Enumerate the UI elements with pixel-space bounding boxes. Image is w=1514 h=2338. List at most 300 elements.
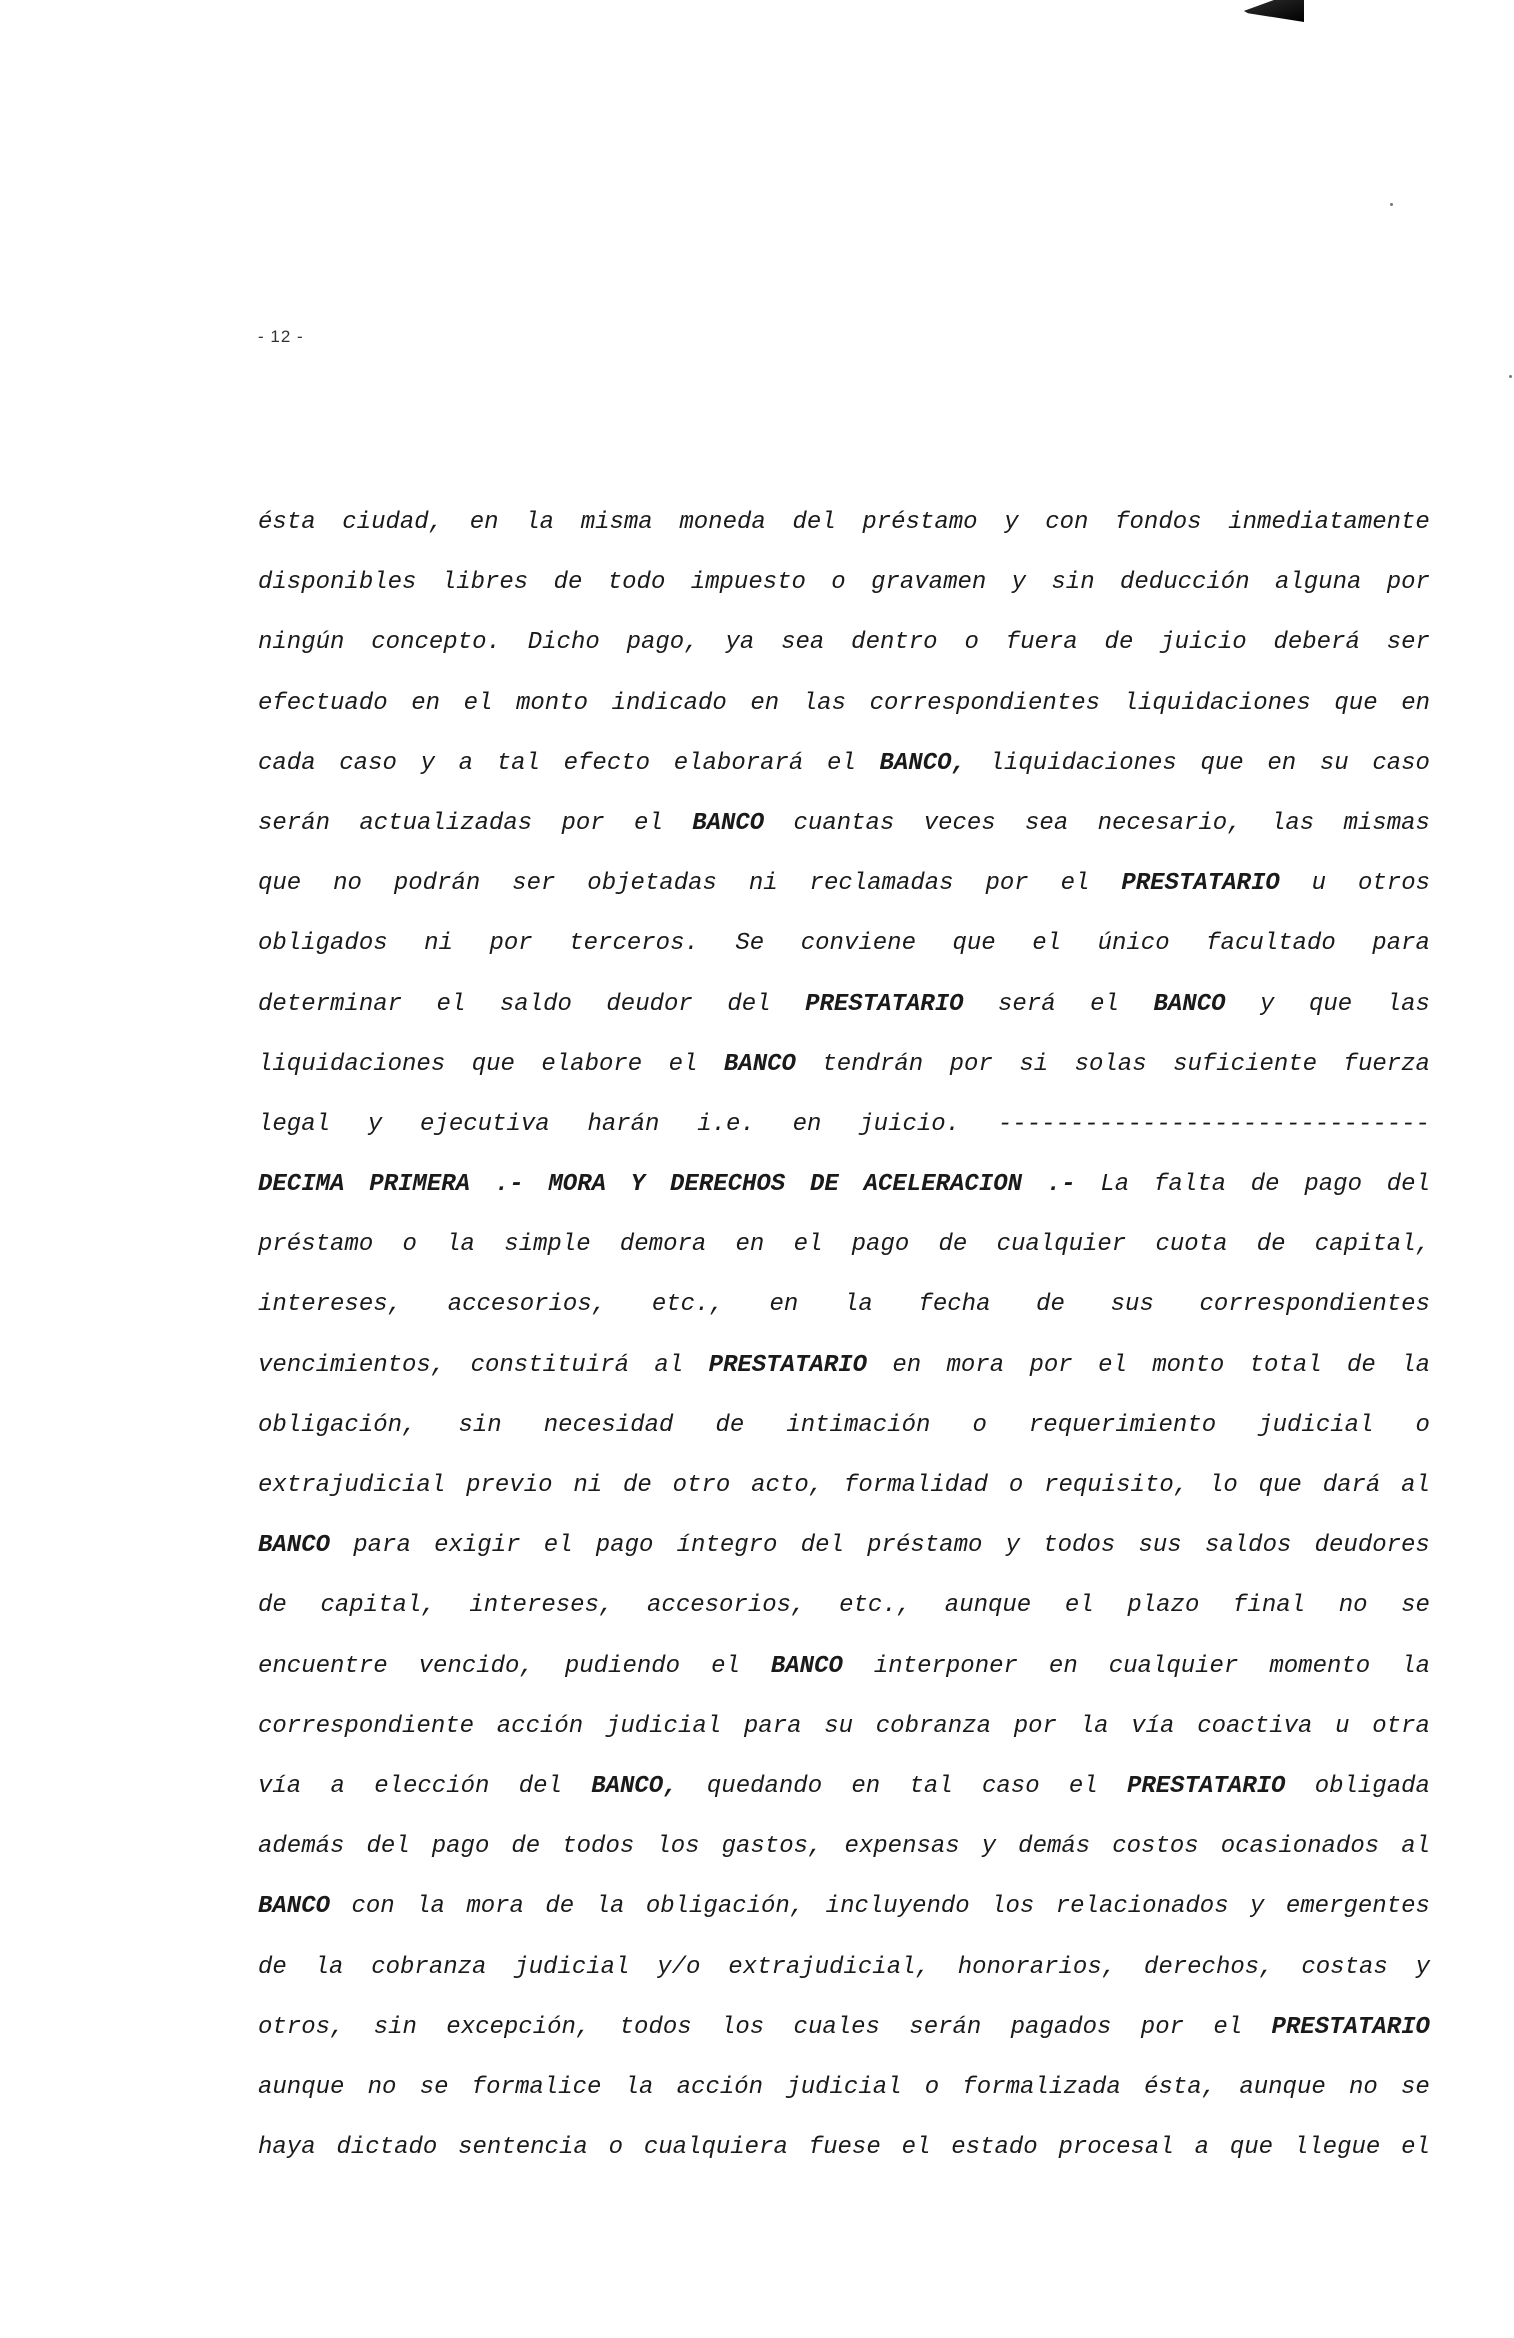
word: en bbox=[750, 689, 780, 717]
word: ni bbox=[573, 1472, 603, 1499]
word: liquidaciones bbox=[989, 749, 1177, 777]
word: el bbox=[1032, 930, 1062, 958]
word: falta bbox=[1153, 1171, 1226, 1199]
word: único bbox=[1097, 930, 1170, 958]
word: tendrán bbox=[822, 1050, 924, 1078]
word: legal bbox=[258, 1110, 331, 1138]
word: pago, bbox=[626, 629, 699, 657]
scan-corner-artifact bbox=[1224, 0, 1304, 22]
word: ni bbox=[424, 930, 453, 958]
word: deudores bbox=[1314, 1532, 1430, 1560]
word: obligados bbox=[258, 930, 388, 958]
word: correspondiente bbox=[258, 1712, 475, 1740]
word: la bbox=[416, 1893, 445, 1921]
word: cualquiera bbox=[643, 2134, 788, 2162]
word: estado bbox=[951, 2134, 1038, 2162]
word: las bbox=[802, 689, 846, 717]
word: juicio bbox=[1160, 629, 1247, 657]
word: otro bbox=[672, 1472, 731, 1499]
bold-word: PRESTATARIO bbox=[1271, 2013, 1430, 2041]
word: de bbox=[623, 1472, 652, 1499]
word: facultado bbox=[1206, 930, 1336, 958]
bold-word: PRESTATARIO bbox=[1121, 870, 1280, 898]
word: el bbox=[1064, 1592, 1094, 1620]
word: derechos, bbox=[1143, 1953, 1274, 1981]
word: relacionados bbox=[1055, 1893, 1229, 1921]
text-line bbox=[258, 854, 1430, 914]
word: no bbox=[333, 870, 362, 898]
word: para bbox=[353, 1532, 411, 1560]
word: del bbox=[800, 1532, 844, 1560]
word: formalizada bbox=[962, 2073, 1121, 2101]
bold-word: .- bbox=[494, 1171, 524, 1199]
bold-word: PRESTATARIO bbox=[708, 1351, 867, 1379]
word: que bbox=[1308, 990, 1353, 1018]
word: cobranza bbox=[371, 1953, 487, 1981]
word: íntegro bbox=[676, 1532, 778, 1560]
word: suficiente bbox=[1173, 1050, 1318, 1078]
bold-word: Y bbox=[630, 1171, 646, 1199]
word: elabore bbox=[541, 1050, 643, 1078]
word: accesorios, bbox=[647, 1592, 806, 1620]
word: al bbox=[1401, 1472, 1430, 1499]
word: momento bbox=[1269, 1652, 1371, 1680]
word: que bbox=[1229, 2134, 1274, 2162]
text-line bbox=[258, 674, 1430, 734]
bold-word: ACELERACION bbox=[863, 1171, 1023, 1199]
word: de bbox=[1347, 1351, 1376, 1379]
word: de bbox=[715, 1411, 745, 1439]
word: moneda bbox=[679, 509, 766, 536]
word: la bbox=[1079, 1712, 1109, 1740]
word: fuera bbox=[1005, 629, 1078, 657]
word: deudor bbox=[606, 990, 693, 1018]
text-line bbox=[258, 1998, 1430, 2058]
word: del bbox=[518, 1772, 562, 1800]
word: serán bbox=[909, 2013, 982, 2041]
word: vencimientos, bbox=[258, 1351, 446, 1379]
bold-word: PRIMERA bbox=[369, 1171, 471, 1199]
bold-word: PRESTATARIO bbox=[1126, 1772, 1286, 1800]
word: intereses, bbox=[469, 1592, 614, 1620]
word: con bbox=[1045, 509, 1089, 536]
word: cualquier bbox=[996, 1231, 1127, 1259]
bold-word: BANCO bbox=[258, 1532, 331, 1560]
word: obligación, bbox=[645, 1893, 805, 1921]
word: conviene bbox=[800, 930, 916, 958]
word: interponer bbox=[873, 1652, 1018, 1680]
word: en bbox=[411, 689, 441, 717]
word: o bbox=[608, 2134, 623, 2162]
word: por bbox=[561, 809, 605, 837]
word: se bbox=[1401, 2073, 1430, 2101]
word: efectuado bbox=[258, 689, 388, 717]
word: judicial bbox=[605, 1712, 722, 1740]
word: los bbox=[721, 2013, 765, 2041]
word: el bbox=[1401, 2134, 1430, 2162]
word: si bbox=[1019, 1050, 1049, 1078]
word: que bbox=[952, 930, 996, 958]
word: inmediatamente bbox=[1228, 509, 1430, 536]
word: los bbox=[656, 1833, 700, 1861]
word: o bbox=[402, 1231, 417, 1259]
word: y bbox=[367, 1110, 383, 1138]
word: fuese bbox=[808, 2134, 881, 2162]
word: de bbox=[511, 1833, 541, 1861]
bold-word: DE bbox=[809, 1171, 839, 1199]
word: al bbox=[654, 1351, 684, 1379]
word: préstamo bbox=[258, 1231, 374, 1259]
word: dentro bbox=[851, 629, 938, 657]
word: final bbox=[1233, 1592, 1306, 1620]
word: con bbox=[351, 1893, 395, 1921]
word: pudiendo bbox=[564, 1652, 681, 1680]
text-line bbox=[258, 1938, 1430, 1998]
word: el bbox=[711, 1652, 740, 1680]
word: en bbox=[892, 1351, 922, 1379]
word: plazo bbox=[1127, 1592, 1200, 1620]
word: pago bbox=[851, 1231, 910, 1259]
word: por bbox=[1013, 1712, 1057, 1740]
word: que bbox=[1258, 1472, 1302, 1499]
word: sin bbox=[1051, 569, 1095, 597]
word: caso bbox=[981, 1772, 1040, 1800]
text-line bbox=[258, 1155, 1430, 1215]
word: el bbox=[1068, 1772, 1098, 1800]
word: el bbox=[1060, 870, 1090, 898]
word: capital, bbox=[320, 1592, 436, 1620]
word: dará bbox=[1322, 1472, 1381, 1499]
word: y bbox=[981, 1833, 997, 1861]
text-line bbox=[258, 1336, 1430, 1396]
word: la bbox=[1401, 1351, 1430, 1379]
word: a bbox=[1194, 2134, 1209, 2162]
bold-word: BANCO bbox=[258, 1893, 331, 1921]
bold-word: BANCO, bbox=[591, 1772, 678, 1800]
word: de bbox=[1104, 629, 1134, 657]
word: será bbox=[998, 990, 1056, 1018]
word: sentencia bbox=[458, 2134, 588, 2162]
word: todo bbox=[607, 569, 666, 597]
word: pago bbox=[595, 1532, 654, 1560]
word: por bbox=[985, 870, 1029, 898]
word: haya bbox=[258, 2134, 316, 2162]
word: caso bbox=[1372, 749, 1430, 777]
word: acto, bbox=[751, 1472, 824, 1499]
word: solas bbox=[1074, 1050, 1147, 1078]
word: para bbox=[743, 1712, 802, 1740]
text-line bbox=[258, 2058, 1430, 2118]
word: harán bbox=[587, 1110, 660, 1138]
text-line bbox=[258, 553, 1430, 613]
word: y bbox=[1011, 569, 1027, 597]
bold-word: BANCO bbox=[770, 1652, 843, 1680]
word: deberá bbox=[1273, 629, 1360, 657]
word: de bbox=[1256, 1231, 1286, 1259]
word: no bbox=[1348, 2073, 1378, 2101]
word: judicial bbox=[786, 2073, 902, 2101]
bold-word: DERECHOS bbox=[669, 1171, 786, 1199]
scan-speck bbox=[1390, 203, 1393, 206]
word: sea bbox=[1025, 809, 1069, 837]
text-line bbox=[258, 1757, 1430, 1817]
text-line bbox=[258, 613, 1430, 673]
word: accesorios, bbox=[447, 1291, 607, 1319]
word: elección bbox=[374, 1772, 490, 1800]
text-line bbox=[258, 1456, 1430, 1516]
word: las bbox=[1270, 809, 1315, 837]
word: de bbox=[938, 1231, 968, 1259]
word: los bbox=[991, 1893, 1035, 1921]
word: impuesto bbox=[690, 569, 806, 597]
word: otros, bbox=[258, 2013, 345, 2041]
word: liquidaciones bbox=[1123, 689, 1311, 717]
word: excepción, bbox=[446, 2013, 591, 2041]
word: la bbox=[843, 1291, 873, 1319]
word: que bbox=[1334, 689, 1378, 717]
word: todos bbox=[619, 2013, 692, 2041]
word: de bbox=[258, 1592, 287, 1620]
word: juicio. bbox=[859, 1110, 961, 1138]
word: mismas bbox=[1343, 809, 1430, 837]
word: de bbox=[258, 1953, 287, 1981]
word: ser bbox=[512, 870, 556, 898]
word: al bbox=[1401, 1833, 1430, 1861]
word: costas bbox=[1301, 1953, 1388, 1981]
word: ser bbox=[1386, 629, 1430, 657]
word: mora bbox=[946, 1351, 1005, 1379]
word: el bbox=[901, 2134, 931, 2162]
word: en bbox=[1267, 749, 1297, 777]
bold-word: DECIMA bbox=[258, 1171, 345, 1199]
text-line bbox=[258, 1396, 1430, 1456]
word: o bbox=[972, 1411, 987, 1439]
word: del bbox=[792, 509, 836, 536]
word: intereses, bbox=[258, 1291, 403, 1319]
word: serán bbox=[258, 809, 331, 837]
word: ejecutiva bbox=[420, 1110, 550, 1138]
word: demás bbox=[1018, 1833, 1091, 1861]
word: judicial bbox=[1258, 1411, 1374, 1439]
word: que bbox=[258, 870, 302, 898]
word: de bbox=[1250, 1171, 1280, 1199]
word: a bbox=[458, 749, 474, 777]
word: que bbox=[471, 1050, 515, 1078]
word: el bbox=[1090, 990, 1119, 1018]
word: formalidad bbox=[843, 1472, 988, 1499]
word: saldos bbox=[1204, 1532, 1292, 1560]
word: La bbox=[1100, 1171, 1130, 1199]
word: cuales bbox=[793, 2013, 880, 2041]
word: terceros. bbox=[569, 930, 699, 958]
word: libres bbox=[441, 569, 529, 597]
word: simple bbox=[504, 1231, 591, 1259]
text-line bbox=[258, 1576, 1430, 1636]
word: honorarios, bbox=[957, 1953, 1117, 1981]
word: Dicho bbox=[527, 629, 600, 657]
word: capital, bbox=[1314, 1231, 1430, 1259]
word: pagados bbox=[1010, 2013, 1112, 2041]
word: judicial bbox=[514, 1953, 630, 1981]
word: en bbox=[1048, 1652, 1078, 1680]
word: del bbox=[1386, 1171, 1430, 1199]
text-line bbox=[258, 1637, 1430, 1697]
word: y/o bbox=[657, 1953, 701, 1981]
bold-word: .- bbox=[1046, 1171, 1076, 1199]
word: sus bbox=[1110, 1291, 1154, 1319]
word: demora bbox=[619, 1231, 707, 1259]
word: etc., bbox=[839, 1592, 912, 1620]
word: ningún bbox=[258, 629, 345, 657]
word: saldo bbox=[499, 990, 572, 1018]
word: el bbox=[1213, 2013, 1243, 2041]
word: necesario, bbox=[1097, 809, 1242, 837]
word: cobranza bbox=[875, 1712, 991, 1740]
word: necesidad bbox=[543, 1411, 674, 1439]
word: otros bbox=[1357, 870, 1430, 898]
word: monto bbox=[515, 689, 588, 717]
word: por bbox=[489, 930, 533, 958]
word: el bbox=[793, 1231, 823, 1259]
word: en bbox=[851, 1772, 881, 1800]
word: tal bbox=[496, 749, 540, 777]
word: pago bbox=[431, 1833, 490, 1861]
word: su bbox=[1319, 749, 1349, 777]
word: total bbox=[1249, 1351, 1322, 1379]
word: u bbox=[1335, 1712, 1350, 1740]
word: sus bbox=[1138, 1532, 1182, 1560]
word: mora bbox=[466, 1893, 524, 1921]
word: objetadas bbox=[587, 870, 717, 898]
word: incluyendo bbox=[825, 1893, 970, 1921]
word: la bbox=[1401, 1652, 1430, 1680]
text-line bbox=[258, 1035, 1430, 1095]
word: concepto. bbox=[371, 629, 501, 657]
word: alguna bbox=[1274, 569, 1362, 597]
word: ciudad, bbox=[342, 509, 444, 536]
word: expensas bbox=[844, 1833, 960, 1861]
text-line bbox=[258, 734, 1430, 794]
word: de bbox=[553, 569, 583, 597]
word: efecto bbox=[563, 749, 651, 777]
word: disponibles bbox=[258, 569, 417, 597]
bold-word: MORA bbox=[548, 1171, 607, 1199]
word: vía bbox=[1131, 1712, 1175, 1740]
text-line bbox=[258, 2118, 1430, 2178]
word: requisito, bbox=[1044, 1472, 1189, 1499]
word: todos bbox=[562, 1833, 635, 1861]
word: indicado bbox=[611, 689, 727, 717]
word: deducción bbox=[1119, 569, 1250, 597]
word: el bbox=[436, 990, 466, 1018]
word: correspondientes bbox=[869, 689, 1100, 717]
text-line bbox=[258, 493, 1430, 553]
word: de bbox=[1036, 1291, 1065, 1319]
word: además bbox=[258, 1833, 345, 1861]
word: y bbox=[1250, 1893, 1265, 1921]
word: aunque bbox=[1239, 2073, 1326, 2101]
bold-word: PRESTATARIO bbox=[805, 990, 964, 1018]
word: cuantas bbox=[793, 809, 895, 837]
word: en bbox=[769, 1291, 799, 1319]
word: costos bbox=[1112, 1833, 1199, 1861]
word: llegue bbox=[1293, 2134, 1381, 2162]
word: monto bbox=[1152, 1351, 1225, 1379]
word: las bbox=[1386, 990, 1430, 1018]
word: reclamadas bbox=[809, 870, 954, 898]
bold-word: BANCO bbox=[692, 809, 765, 837]
word: elaborará bbox=[673, 749, 804, 777]
word: ésta, bbox=[1144, 2073, 1217, 2101]
word: y bbox=[1004, 509, 1019, 536]
word: gravamen bbox=[871, 569, 987, 597]
word: la bbox=[446, 1231, 475, 1259]
word: ------------------------------ bbox=[997, 1110, 1430, 1138]
word: intimación bbox=[786, 1411, 931, 1439]
page-number: - 12 - bbox=[258, 327, 304, 346]
text-line bbox=[258, 1877, 1430, 1937]
word: se bbox=[419, 2073, 449, 2101]
word: a bbox=[330, 1772, 345, 1800]
word: fuerza bbox=[1343, 1050, 1430, 1078]
word: préstamo bbox=[867, 1532, 983, 1560]
word: del bbox=[727, 990, 771, 1018]
text-line bbox=[258, 914, 1430, 974]
bold-word: BANCO, bbox=[879, 749, 966, 777]
word: o bbox=[1008, 1472, 1024, 1499]
word: que bbox=[1200, 749, 1244, 777]
word: obligada bbox=[1314, 1772, 1430, 1800]
word: pago bbox=[1304, 1171, 1362, 1199]
word: el bbox=[827, 749, 856, 777]
word: por bbox=[1140, 2013, 1185, 2041]
word: actualizadas bbox=[359, 809, 533, 837]
word: el bbox=[463, 689, 493, 717]
word: cada bbox=[258, 749, 316, 777]
text-line bbox=[258, 1516, 1430, 1576]
word: la bbox=[595, 1893, 625, 1921]
text-line bbox=[258, 1275, 1430, 1335]
word: sea bbox=[781, 629, 825, 657]
word: el bbox=[634, 809, 663, 837]
word: determinar bbox=[258, 990, 403, 1018]
word: o bbox=[1415, 1411, 1430, 1439]
word: exigir bbox=[434, 1532, 521, 1560]
word: y bbox=[420, 749, 435, 777]
word: aunque bbox=[258, 2073, 345, 2101]
word: cualquier bbox=[1108, 1652, 1239, 1680]
word: extrajudicial bbox=[258, 1472, 446, 1499]
word: correspondientes bbox=[1199, 1291, 1430, 1319]
word: préstamo bbox=[862, 509, 978, 536]
word: o bbox=[924, 2073, 940, 2101]
word: dictado bbox=[336, 2134, 438, 2162]
text-line bbox=[258, 794, 1430, 854]
word: el bbox=[543, 1532, 573, 1560]
word: y bbox=[1415, 1953, 1430, 1981]
word: tal bbox=[909, 1772, 953, 1800]
word: en bbox=[469, 509, 499, 536]
word: el bbox=[668, 1050, 698, 1078]
bold-word: BANCO bbox=[1153, 990, 1226, 1018]
word: quedando bbox=[706, 1772, 823, 1800]
word: misma bbox=[580, 509, 653, 536]
word: fecha bbox=[918, 1291, 991, 1319]
word: extrajudicial, bbox=[728, 1953, 930, 1981]
text-line bbox=[258, 1817, 1430, 1877]
word: acción bbox=[496, 1712, 584, 1740]
word: ni bbox=[748, 870, 778, 898]
